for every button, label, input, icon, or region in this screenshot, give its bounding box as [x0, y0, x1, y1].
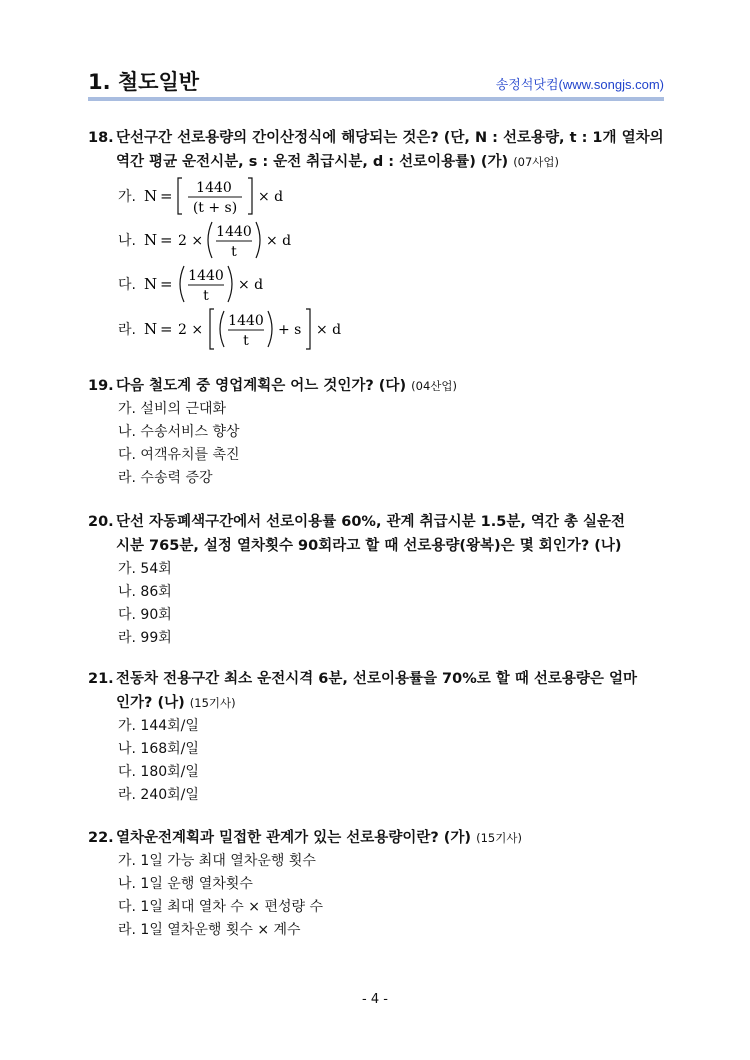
option: 가. 설비의 근대화	[118, 401, 227, 417]
svg-text:× d: × d	[315, 322, 342, 338]
option-ga	[118, 174, 312, 218]
question-number: 22.	[88, 830, 114, 846]
question-number: 21.	[88, 671, 114, 687]
stem-line: 단선구간 선로용량의 간이산정식에 해당되는 것은? (단, N : 선로용량, t : 1개 열차의	[116, 130, 664, 146]
question-stem	[88, 374, 673, 398]
svg-text:× d: × d	[237, 277, 264, 293]
option: 라. 1일 열차운행 횟수 × 계수	[118, 922, 301, 938]
option: 다. 90회	[118, 607, 172, 623]
option: 나. 1일 운행 열차횟수	[118, 876, 253, 892]
svg-text:t: t	[243, 333, 249, 349]
site-credit: 송정석닷컴(www.songjs.com)	[495, 77, 664, 92]
svg-text:× d: × d	[265, 233, 292, 249]
stem-line: 다음 철도계 중 영업계획은 어느 것인가? (다)	[116, 378, 407, 394]
stem-line: 열차운전계획과 밀접한 관계가 있는 선로용량이란? (가)	[116, 830, 472, 846]
svg-text:× d: × d	[257, 189, 284, 205]
question-source: (15기사)	[476, 831, 522, 845]
option: 라. 99회	[118, 630, 172, 646]
option: 가. 54회	[118, 561, 172, 577]
option: 가. 1일 가능 최대 열차운행 횟수	[118, 853, 316, 869]
svg-text:1440: 1440	[216, 224, 252, 240]
option: 다. 180회/일	[118, 764, 199, 780]
formula-ga	[142, 174, 312, 218]
option: 다. 여객유치를 촉진	[118, 447, 240, 463]
stem-line: 전동차 전용구간 최소 운전시격 6분, 선로이용률을 70%로 할 때 선로용량은 얼마	[116, 671, 637, 687]
svg-text:1440: 1440	[196, 180, 232, 196]
svg-text:=: =	[159, 231, 173, 249]
page-number: - 4 -	[362, 992, 388, 1007]
question-source: (15기사)	[189, 696, 236, 710]
svg-text:=: =	[159, 320, 173, 338]
svg-text:=: =	[159, 187, 173, 205]
option: 가. 144회/일	[118, 718, 199, 734]
question-stem	[88, 510, 673, 558]
question-number: 19.	[88, 378, 114, 394]
option: 나. 86회	[118, 584, 172, 600]
svg-text:N: N	[143, 320, 158, 338]
option-ra	[118, 306, 372, 352]
svg-text:1440: 1440	[228, 313, 264, 329]
question-stem	[88, 126, 673, 174]
svg-text:2 ×: 2 ×	[177, 322, 204, 338]
svg-text:(t + s): (t + s)	[192, 200, 238, 216]
svg-text:N: N	[143, 275, 158, 293]
option: 나. 168회/일	[118, 741, 199, 757]
formula-na	[142, 218, 332, 262]
question-20	[88, 510, 673, 650]
formula-da	[142, 262, 302, 306]
option: 다. 1일 최대 열차 수 × 편성량 수	[118, 899, 324, 915]
stem-line: 인가? (나)	[116, 695, 185, 711]
formula-ra	[142, 306, 372, 352]
svg-text:+ s: + s	[277, 322, 302, 338]
svg-text:2 ×: 2 ×	[177, 233, 204, 249]
svg-text:1440: 1440	[188, 268, 224, 284]
svg-text:t: t	[231, 244, 237, 260]
option: 라. 수송력 증강	[118, 470, 213, 486]
svg-text:N: N	[143, 231, 158, 249]
stem-line: 시분 765분, 설정 열차횟수 90회라고 할 때 선로용량(왕복)은 몇 회인가? (나)	[116, 538, 622, 554]
option-da	[118, 262, 302, 306]
svg-text:=: =	[159, 275, 173, 293]
option: 나. 수송서비스 향상	[118, 424, 240, 440]
stem-line: 단선 자동폐색구간에서 선로이용률 60%, 관계 취급시분 1.5분, 역간 총 실운전	[116, 514, 626, 530]
stem-line: 역간 평균 운전시분, s : 운전 취급시분, d : 선로이용률) (가)	[116, 154, 509, 170]
option-label: 나.	[118, 233, 136, 249]
question-19	[88, 374, 673, 490]
question-18	[88, 126, 673, 174]
question-stem	[88, 667, 673, 715]
question-21	[88, 667, 673, 807]
option-label: 라.	[118, 322, 136, 338]
chapter-title: 1. 철도일반	[88, 70, 200, 94]
option-label: 다.	[118, 277, 136, 293]
header-divider	[88, 97, 664, 101]
svg-text:N: N	[143, 187, 158, 205]
question-number: 20.	[88, 514, 114, 530]
question-source: (04산업)	[411, 379, 457, 393]
question-number: 18.	[88, 130, 114, 146]
question-22	[88, 826, 673, 942]
option-label: 가.	[118, 189, 136, 205]
option-na	[118, 218, 332, 262]
page-header	[88, 62, 664, 98]
option: 라. 240회/일	[118, 787, 199, 803]
question-source: (07사업)	[513, 155, 560, 169]
svg-text:t: t	[203, 288, 209, 304]
question-stem	[88, 826, 673, 850]
